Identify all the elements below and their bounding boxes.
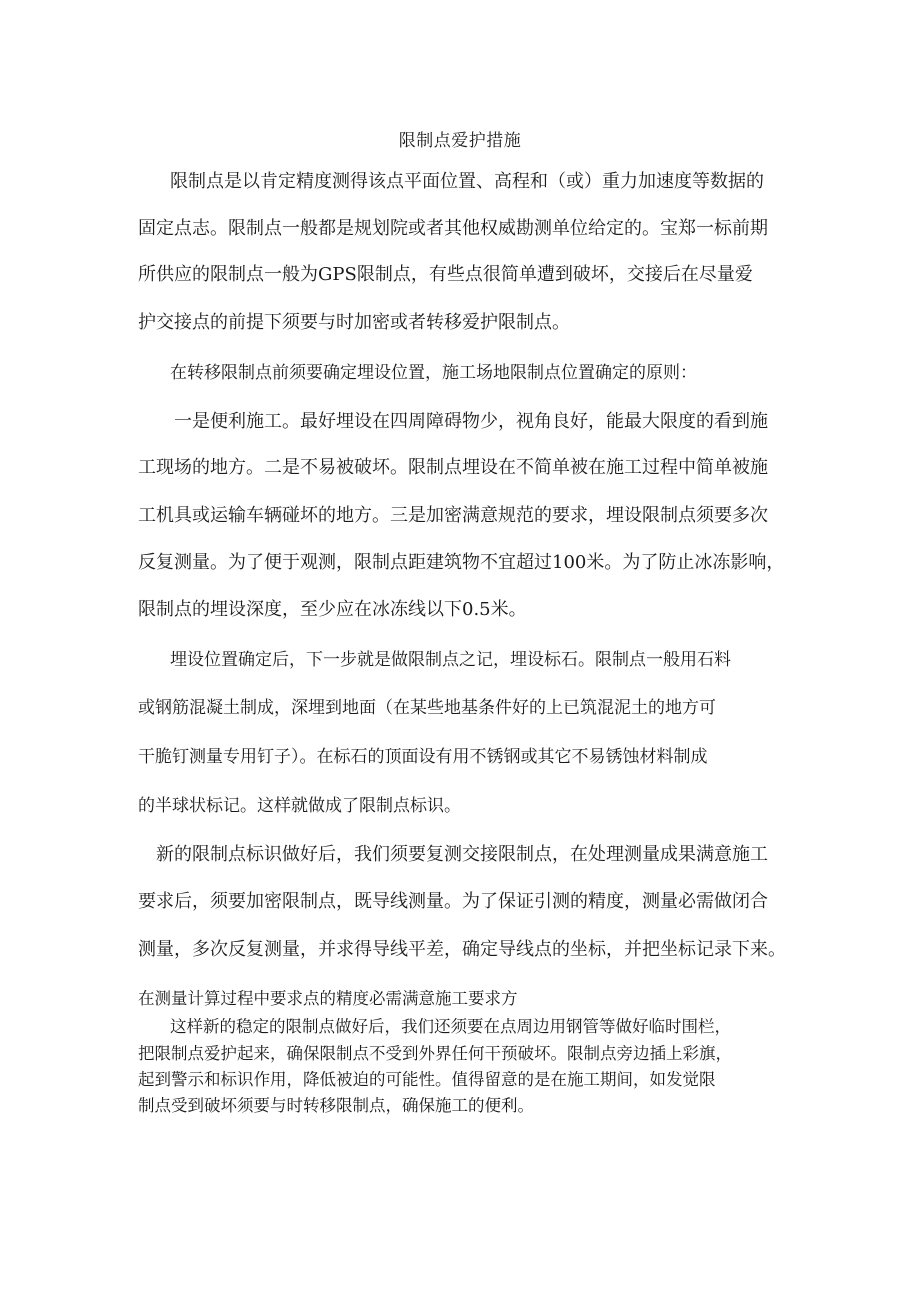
- paragraph-2-line-1: 在转移限制点前须要确定埋设位置，施工场地限制点位置确定的原则：: [170, 363, 697, 383]
- paragraph-3-line-3: 工机具或运输车辆碰坏的地方。三是加密满意规范的要求，埋设限制点须要多次: [138, 505, 768, 526]
- paragraph-1-line-2: 固定点志。限制点一般都是规划院或者其他权威勘测单位给定的。宝郑一标前期: [138, 218, 768, 239]
- paragraph-7-line-1: 这样新的稳定的限制点做好后，我们还须要在点周边用钢管等做好临时围栏，: [170, 1017, 731, 1036]
- paragraph-1-line-1: 限制点是以肯定精度测得该点平面位置、高程和（或）重力加速度等数据的: [170, 171, 764, 192]
- paragraph-3-line-5: 限制点的埋设深度，至少应在冰冻线以下0.5米。: [138, 599, 527, 620]
- paragraph-3-line-2: 工现场的地方。二是不易被破坏。限制点埋设在不简单被在施工过程中简单被施: [138, 457, 768, 478]
- paragraph-4-line-4: 的半球状标记。这样就做成了限制点标识。: [138, 796, 461, 816]
- paragraph-4-line-3: 干脆钉测量专用钉子）。在标石的顶面设有用不锈钢或其它不易锈蚀材料制成: [138, 747, 708, 767]
- paragraph-7-line-4: 制点受到破坏须要与时转移限制点，确保施工的便利。: [138, 1096, 534, 1115]
- paragraph-7-line-3: 起到警示和标识作用，降低被迫的可能性。值得留意的是在施工期间，如发觉限: [138, 1070, 716, 1089]
- paragraph-1-line-3: 所供应的限制点一般为GPS限制点，有些点很简单遭到破坏，交接后在尽量爱: [138, 264, 753, 285]
- paragraph-3-line-4: 反复测量。为了便于观测，限制点距建筑物不宜超过100米。为了防止冰冻影响，: [138, 552, 785, 573]
- paragraph-5-line-2: 要求后，须要加密限制点，既导线测量。为了保证引测的精度，测量必需做闭合: [138, 891, 768, 912]
- paragraph-5-line-1: 新的限制点标识做好后，我们须要复测交接限制点，在处理测量成果满意施工: [156, 844, 768, 865]
- document-title: 限制点爱护措施: [398, 131, 522, 151]
- paragraph-6-line-1: 在测量计算过程中要求点的精度必需满意施工要求方: [138, 989, 518, 1008]
- paragraph-3-line-1: 一是便利施工。最好埋设在四周障碍物少，视角良好，能最大限度的看到施: [174, 411, 768, 432]
- paragraph-4-line-2: 或钢筋混凝土制成，深埋到地面（在某些地基条件好的上已筑混泥土的地方可: [138, 698, 716, 718]
- paragraph-7-line-2: 把限制点爱护起来，确保限制点不受到外界任何干预破坏。限制点旁边插上彩旗，: [138, 1044, 732, 1063]
- paragraph-1-line-4: 护交接点的前提下须要与时加密或者转移爱护限制点。: [138, 312, 570, 333]
- paragraph-4-line-1: 埋设位置确定后，下一步就是做限制点之记，埋设标石。限制点一般用石料: [170, 650, 731, 670]
- paragraph-5-line-3: 测量，多次反复测量，并求得导线平差，确定导线点的坐标，并把坐标记录下来。: [138, 939, 786, 960]
